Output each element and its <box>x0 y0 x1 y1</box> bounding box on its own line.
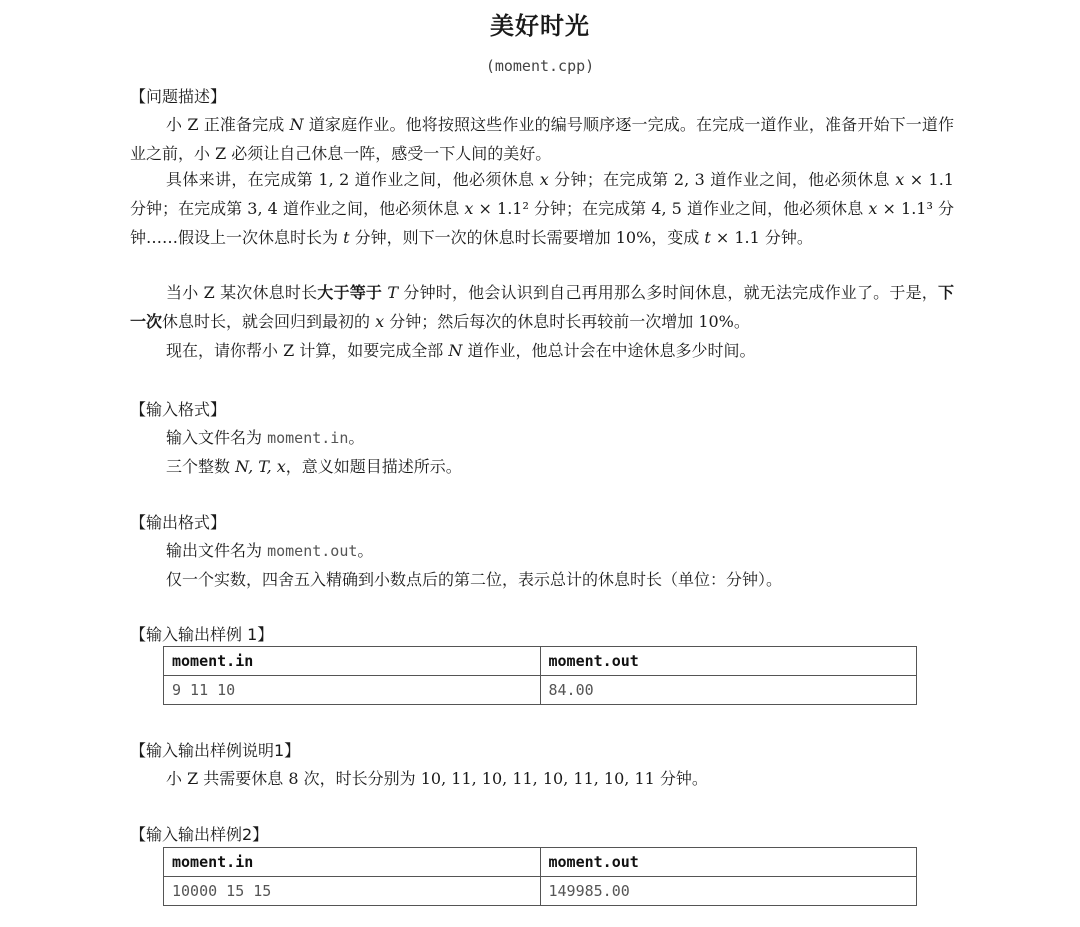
output-format-heading: 【输出格式】 <box>130 513 227 532</box>
sample-1-input: 9 11 10 <box>164 676 541 705</box>
sample-1-explanation-text: 小 Z 共需要休息 8 次，时长分别为 10, 11, 10, 11, 10, 11, 10, 11 分钟。 <box>166 769 708 788</box>
output-format-line-1: 输出文件名为 moment.out。 <box>166 541 374 560</box>
sample-1-table <box>163 646 917 705</box>
sample-1-heading: 【输入输出样例 1】 <box>130 625 274 644</box>
description-paragraph-1: 小 Z 正准备完成 N 道家庭作业。他将按照这些作业的编号顺序逐一完成。在完成一道作业，准备开始下一道作业之前，小 Z 必须让自己休息一阵，感受一下人间的美好。 <box>130 115 954 163</box>
description-paragraph-4: 现在，请你帮小 Z 计算，如要完成全部 N 道作业，他总计会在中途休息多少时间。 <box>166 341 756 360</box>
table-row <box>164 676 917 705</box>
sample-2-input: 10000 15 15 <box>164 877 541 906</box>
input-format-heading: 【输入格式】 <box>130 400 227 419</box>
description-heading: 【问题描述】 <box>130 87 227 106</box>
sample-2-output-header: moment.out <box>540 848 917 877</box>
sample-1-output-header: moment.out <box>540 647 917 676</box>
sample-2-heading: 【输入输出样例2】 <box>130 825 269 844</box>
source-filename: (moment.cpp) <box>485 57 595 75</box>
sample-1-explanation-heading: 【输入输出样例说明1】 <box>130 741 301 760</box>
table-row <box>164 877 917 906</box>
table-header-row <box>164 848 917 877</box>
sample-2-table <box>163 847 917 906</box>
input-format-line-2: 三个整数 N, T, x，意义如题目描述所示。 <box>166 457 462 476</box>
output-format-line-2: 仅一个实数，四舍五入精确到小数点后的第二位，表示总计的休息时长（单位：分钟）。 <box>166 570 783 589</box>
sample-1-output: 84.00 <box>540 676 917 705</box>
sample-2-input-header: moment.in <box>164 848 541 877</box>
sample-2-output: 149985.00 <box>540 877 917 906</box>
table-header-row <box>164 647 917 676</box>
description-paragraph-2: 具体来讲，在完成第 1, 2 道作业之间，他必须休息 x 分钟；在完成第 2, 3 道作业之间，他必须休息 x × 1.1 分钟；在完成第 3, 4 道作业之间，他必须休息 x × 1.1² 分钟；在完成第 4, 5 道作业之间，他必须休息 x × 1.1³ 分钟……假设上一次休息时长为 t 分钟，则下一次的休息时长需要增加 10%，变成 t × 1.1 分钟。 <box>130 170 954 247</box>
problem-title: 美好时光 <box>490 12 590 40</box>
sample-1-input-header: moment.in <box>164 647 541 676</box>
input-format-line-1: 输入文件名为 moment.in。 <box>166 428 365 447</box>
description-paragraph-3: 当小 Z 某次休息时长大于等于 T 分钟时，他会认识到自己再用那么多时间休息，就无法完成作业了。于是，下一次休息时长，就会回归到最初的 x 分钟；然后每次的休息时长再较前一次增加 10%。 <box>130 283 954 331</box>
